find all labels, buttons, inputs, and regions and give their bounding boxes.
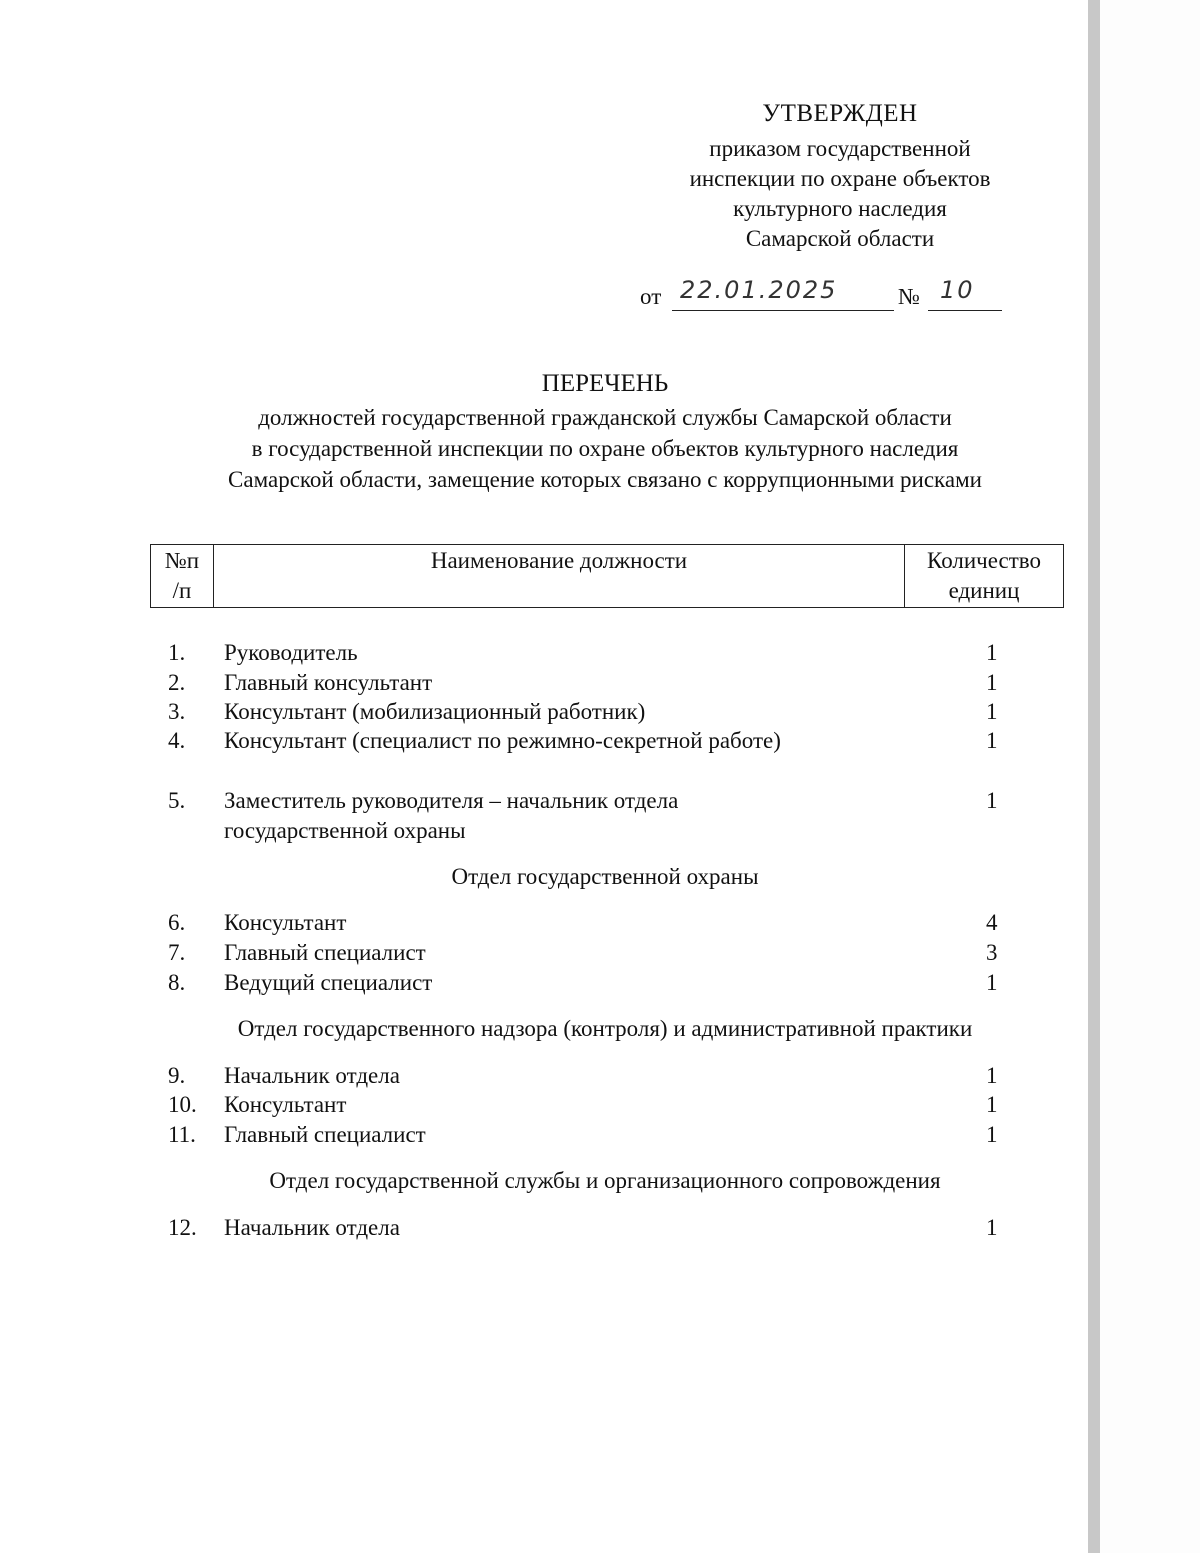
- row-number: 12.: [168, 1215, 197, 1240]
- approval-line: инспекции по охране объектов: [689, 166, 991, 191]
- section-heading: Отдел государственной службы и организационного сопровождения: [269, 1168, 941, 1193]
- row-number: 1.: [168, 640, 186, 665]
- section-heading: Отдел государственной охраны: [451, 864, 759, 889]
- approval-stamp: УТВЕРЖДЕН: [762, 100, 918, 127]
- header-number-line: /п: [172, 578, 192, 603]
- header-number-line: №п: [164, 548, 200, 573]
- row-number: 7.: [168, 940, 186, 965]
- row-position: Руководитель: [224, 640, 358, 665]
- header-number: [151, 545, 214, 608]
- row-position-line: Заместитель руководителя – начальник отдела: [224, 788, 679, 813]
- row-number: 5.: [168, 788, 186, 813]
- table-row: [168, 1120, 1048, 1150]
- row-quantity: 1: [986, 1122, 998, 1147]
- row-quantity: 1: [986, 1063, 998, 1088]
- order-date-handwritten: 22.01.2025: [680, 276, 838, 304]
- approval-line: приказом государственной: [709, 136, 971, 161]
- scan-margin: [1100, 0, 1200, 1553]
- order-number-handwritten: 10: [940, 276, 975, 304]
- row-quantity: 1: [986, 788, 998, 813]
- positions-table-header: [150, 544, 1064, 608]
- row-number: 3.: [168, 699, 186, 724]
- row-position: Начальник отдела: [224, 1063, 400, 1088]
- row-position: Главный консультант: [224, 670, 433, 695]
- approval-line: Самарской области: [745, 226, 935, 251]
- table-row: [168, 938, 1048, 968]
- row-number: 2.: [168, 670, 186, 695]
- order-reference: [640, 276, 1020, 312]
- table-row: [168, 668, 1048, 698]
- row-quantity: 1: [986, 670, 998, 695]
- title-heading: ПЕРЕЧЕНЬ: [541, 370, 669, 397]
- row-position: Главный специалист: [224, 940, 426, 965]
- table-row: [168, 697, 1048, 727]
- number-underline: [928, 310, 1002, 311]
- table-row: [168, 638, 1048, 668]
- header-count-line: единиц: [948, 578, 1020, 603]
- table-row: [168, 786, 1048, 846]
- header-position-name: Наименование должности: [214, 545, 905, 608]
- row-position: Главный специалист: [224, 1122, 426, 1147]
- row-position: Консультант (мобилизационный работник): [224, 699, 646, 724]
- row-position: Начальник отдела: [224, 1215, 400, 1240]
- row-quantity: 3: [986, 940, 998, 965]
- row-position: Консультант: [224, 1092, 347, 1117]
- table-row: [168, 908, 1048, 938]
- approval-block: [640, 100, 1040, 254]
- table-row: [168, 1061, 1048, 1091]
- title-line: в государственной инспекции по охране объектов культурного наследия: [251, 436, 959, 461]
- row-quantity: 1: [986, 1092, 998, 1117]
- scan-edge-shadow: [1088, 0, 1100, 1553]
- table-row: [168, 726, 1048, 756]
- table-row: [168, 1213, 1048, 1243]
- row-number: 4.: [168, 728, 186, 753]
- row-quantity: 1: [986, 728, 998, 753]
- header-count: [905, 545, 1064, 608]
- order-from-label: от: [640, 284, 662, 309]
- approval-line: культурного наследия: [733, 196, 947, 221]
- table-row: [168, 1090, 1048, 1120]
- row-number: 11.: [168, 1122, 196, 1147]
- header-count-line: Количество: [927, 548, 1041, 573]
- order-number-label: №: [898, 284, 920, 309]
- row-number: 6.: [168, 910, 186, 935]
- row-quantity: 1: [986, 699, 998, 724]
- row-quantity: 1: [986, 970, 998, 995]
- row-number: 8.: [168, 970, 186, 995]
- title-line: Самарской области, замещение которых связано с коррупционными рисками: [228, 467, 982, 492]
- row-position-line: государственной охраны: [224, 818, 466, 843]
- date-underline: [672, 310, 894, 311]
- document-title: [100, 370, 1110, 495]
- row-quantity: 1: [986, 640, 998, 665]
- title-line: должностей государственной гражданской службы Самарской области: [258, 405, 952, 430]
- section-heading: Отдел государственного надзора (контроля) и административной практики: [237, 1016, 973, 1041]
- row-number: 10.: [168, 1092, 197, 1117]
- row-position: Ведущий специалист: [224, 970, 433, 995]
- row-position: Консультант: [224, 910, 347, 935]
- table-row: [168, 968, 1048, 998]
- row-number: 9.: [168, 1063, 186, 1088]
- row-quantity: 1: [986, 1215, 998, 1240]
- row-quantity: 4: [986, 910, 998, 935]
- row-position: Консультант (специалист по режимно-секретной работе): [224, 728, 781, 753]
